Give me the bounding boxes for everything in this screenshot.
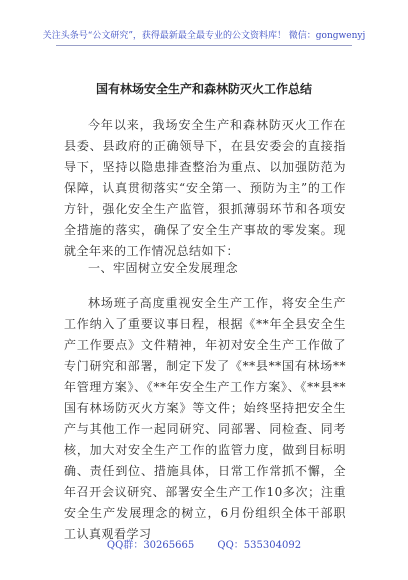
footer-contact: [0, 536, 408, 551]
intro-paragraph-block: [64, 115, 346, 262]
section-heading: 一、牢固树立安全发展理念: [88, 261, 239, 275]
section-body-block: [64, 293, 346, 545]
footer-qq-number: QQ：535304092: [217, 540, 302, 551]
header-divider: [56, 45, 352, 46]
footer-qq-group: QQ群：30265665: [106, 540, 195, 551]
section-body-paragraph: 林场班子高度重视安全生产工作，将安全生产工作纳入了重要议事日程，根据《**年全县安全生产工作要点》文件精神，年初对安全生产工作做了专门研究和部署，制定下发了《**县**国有林场**年管理方案》、《**年安全生产工作方案》、《**县**国有林场防灭火方案》等文件；始终坚持把安全生产与其他工作一起同研究、同部署、同检查、同考核，加大对安全生产工作的监管力度，做到目标明确、责任到位、措施具体，日常工作常抓不懈，全年召开会议研究、部署安全生产工作10多次；注重安全生产发展理念的树立，6月份组织全体干部职工认真观看学习: [64, 296, 346, 541]
header-note: 关注头条号“公文研究”，获得最新最全最专业的公文资料库！ 微信：gongwenyj: [42, 31, 366, 41]
document-title: 国有林场安全生产和森林防灭火工作总结: [95, 82, 312, 96]
intro-paragraph: 今年以来，我场安全生产和森林防灭火工作在县委、县政府的正确领导下，在县安委会的直接指导下，坚持以隐患排查整治为重点、以加强防范为保障，认真贯彻落实“安全第一、预防为主”的工作方针，强化安全生产监管，狠抓薄弱环节和各项安全措施的落实，确保了安全生产事故的零发案。现就全年来的工作情况总结如下：: [64, 118, 346, 258]
